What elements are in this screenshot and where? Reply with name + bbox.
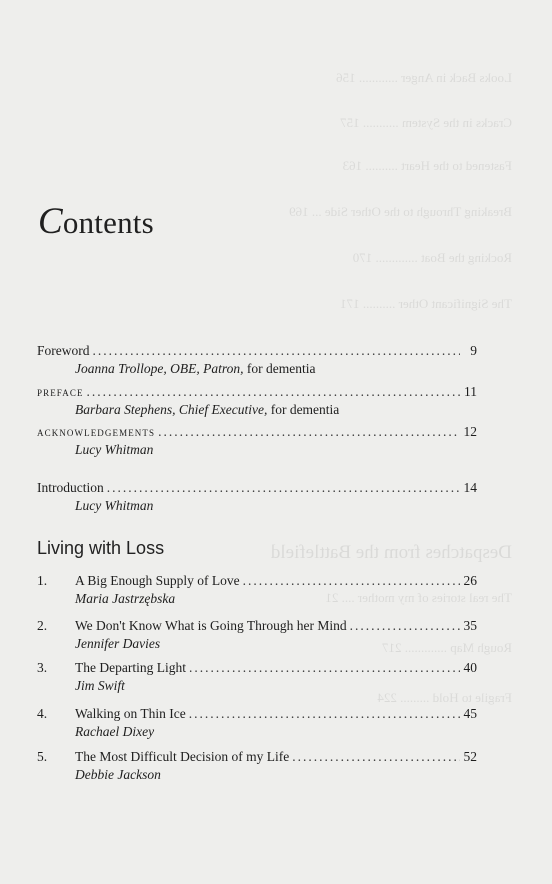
entry-label: Introduction xyxy=(37,480,104,495)
entry-author: Barbara Stephens, Chief Executive, for dementia xyxy=(75,402,340,417)
page-number: 26 xyxy=(463,573,477,588)
toc-entry-chapter[interactable] xyxy=(37,705,477,741)
chapter-author: Maria Jastrzębska xyxy=(75,591,176,606)
leader-dots xyxy=(189,705,460,723)
page-number: 9 xyxy=(470,343,477,358)
chapter-number: 5. xyxy=(37,749,48,764)
entry-author: Joanna Trollope, OBE, Patron, for dementia xyxy=(75,361,316,376)
chapter-author: Jennifer Davies xyxy=(75,636,161,651)
chapter-title: We Don't Know What is Going Through her Mind xyxy=(75,618,347,633)
leader-dots xyxy=(292,748,460,766)
toc-entry-foreword[interactable] xyxy=(37,342,477,378)
title-initial: C xyxy=(38,201,63,242)
entry-label: preface xyxy=(37,385,84,399)
page-number: 14 xyxy=(463,480,477,495)
chapter-title: The Departing Light xyxy=(75,660,186,675)
toc-entry-preface[interactable] xyxy=(37,383,477,419)
leader-dots xyxy=(107,479,460,497)
chapter-title: The Most Difficult Decision of my Life xyxy=(75,749,290,764)
section-heading: Living with Loss xyxy=(37,538,165,558)
bleed-through-text: Looks Back in Anger ............ 156 Cracks in the System ........... 157 Fastened to the Heart .......... 163 Breaking Through to the Other Side ... 169 Rocking the Boat ............. 170 The Significant Other .......... 171 Despatches from the Battlefield The real stories of my mother .... 21 Rough Map ............. 217 Fragile to Hold ......... 224 xyxy=(270,70,512,705)
chapter-number: 2. xyxy=(37,618,48,633)
page-number: 35 xyxy=(463,618,477,633)
leader-dots xyxy=(243,572,460,590)
entry-label: acknowledgements xyxy=(37,425,156,439)
leader-dots xyxy=(189,659,460,677)
leader-dots xyxy=(93,342,461,360)
chapter-number: 4. xyxy=(37,706,48,721)
toc-entry-chapter[interactable] xyxy=(37,617,477,653)
leader-dots xyxy=(350,617,460,635)
toc-entry-introduction[interactable] xyxy=(37,479,477,515)
chapter-title: Walking on Thin Ice xyxy=(75,706,186,721)
page-title xyxy=(38,200,154,243)
chapter-number: 3. xyxy=(37,660,48,675)
chapter-author: Jim Swift xyxy=(75,678,125,693)
toc-entry-chapter[interactable] xyxy=(37,748,477,784)
toc-entry-chapter[interactable] xyxy=(37,572,477,608)
entry-author: Lucy Whitman xyxy=(75,498,154,513)
entry-author: Lucy Whitman xyxy=(75,442,154,457)
page-number: 12 xyxy=(463,424,477,439)
chapter-title: A Big Enough Supply of Love xyxy=(75,573,240,588)
leader-dots xyxy=(158,423,460,441)
page-number: 11 xyxy=(464,384,477,399)
leader-dots xyxy=(87,383,460,401)
entry-label: Foreword xyxy=(37,343,90,358)
chapter-number: 1. xyxy=(37,573,48,588)
chapter-author: Rachael Dixey xyxy=(75,724,155,739)
toc-entry-chapter[interactable] xyxy=(37,659,477,695)
page-number: 40 xyxy=(463,660,477,675)
chapter-author: Debbie Jackson xyxy=(75,767,161,782)
page-number: 45 xyxy=(463,706,477,721)
page-number: 52 xyxy=(463,749,477,764)
toc-entry-acknowledgements[interactable] xyxy=(37,423,477,459)
title-rest: ontents xyxy=(62,205,154,240)
